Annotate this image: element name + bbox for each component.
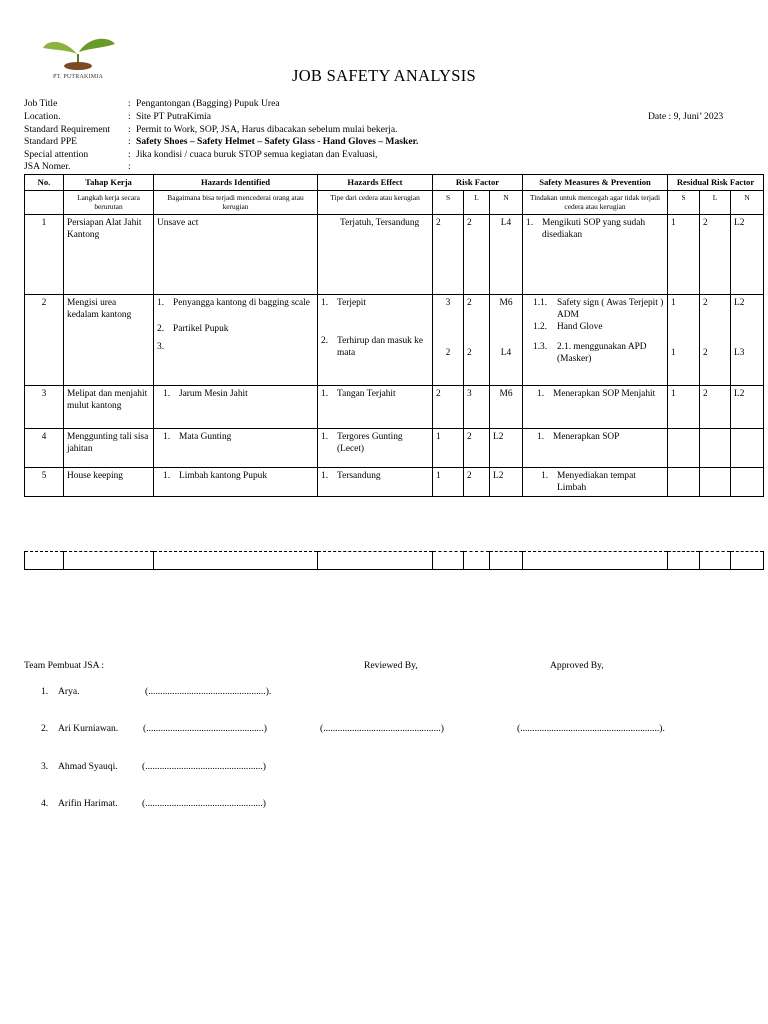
risk-s-value: 2	[445, 347, 451, 358]
risk-l-cell	[464, 294, 490, 385]
residual-n-value: L3	[734, 347, 745, 358]
header-label: Standard PPE	[24, 136, 78, 147]
item-number: 1.	[541, 470, 549, 481]
tahap-cell: House keeping	[64, 467, 154, 496]
subheader-hazards: Bagaimana bisa terjadi mencederai orang atau kerugian	[154, 190, 318, 214]
col-header-hazards: Hazards Identified	[154, 175, 318, 191]
blank-cell	[64, 552, 154, 570]
risk-l-cell: 3	[464, 385, 490, 428]
item-text: Jarum Mesin Jahit	[179, 388, 248, 399]
blank-cell	[464, 552, 490, 570]
header-label: Location.	[24, 111, 61, 122]
residual-s-value: 1	[671, 297, 676, 308]
header-jsa-nomer: JSA Nomer. :	[24, 161, 131, 172]
risk-n-cell: L2	[490, 467, 523, 496]
item-text: Terjepit	[337, 297, 367, 308]
residual-s-cell: 1	[668, 214, 700, 294]
tahap-cell: Mengisi urea kedalam kantong	[64, 294, 154, 385]
item-number: 1.	[321, 297, 329, 308]
header-label: Standard Requirement	[24, 124, 111, 135]
item-number: 1.	[163, 431, 171, 442]
item-text: Menyediakan tempat Limbah	[557, 470, 636, 493]
risk-s-cell	[433, 294, 464, 385]
logo-leaf-left	[43, 42, 77, 54]
subheader-residual-l: L	[700, 190, 731, 214]
col-header-residual: Residual Risk Factor	[668, 175, 764, 191]
item-number: 1.	[321, 470, 329, 481]
member-name: Ahmad Syauqi.	[58, 761, 118, 772]
blank-cell	[433, 552, 464, 570]
subheader-safety: Tindakan untuk mencegah agar tidak terjadi cedera atau kerugian	[523, 190, 668, 214]
logo-text: PT. PUTRAKIMIA	[52, 74, 104, 80]
hazard-cell	[154, 385, 318, 428]
risk-n-cell	[490, 294, 523, 385]
col-header-safety: Safety Measures & Prevention	[523, 175, 668, 191]
blank-cell	[490, 552, 523, 570]
residual-l-cell	[700, 467, 731, 496]
blank-cell	[523, 552, 668, 570]
item-text: Tergores Gunting (Lecet)	[337, 431, 403, 454]
document-date: Date : 9, Juni’ 2023	[648, 111, 724, 122]
col-header-effect: Hazards Effect	[318, 175, 433, 191]
residual-n-cell: L2	[731, 385, 764, 428]
safety-cell	[523, 294, 668, 385]
item-number: 1.1.	[533, 297, 548, 308]
table-subheader-row	[25, 190, 764, 214]
risk-s-cell: 2	[433, 385, 464, 428]
team-label: Team Pembuat JSA :	[24, 660, 105, 671]
subheader-n: N	[490, 190, 523, 214]
row-number: 3	[25, 385, 64, 428]
member-number: 2.	[41, 723, 49, 734]
col-header-tahap: Tahap Kerja	[64, 175, 154, 191]
item-number: 1.	[526, 217, 534, 228]
risk-s-cell: 1	[433, 428, 464, 467]
blank-cell	[700, 552, 731, 570]
table-row	[25, 385, 764, 428]
header-job-title: Job Title : Pengantongan (Bagging) Pupuk Urea	[24, 98, 280, 109]
effect-cell	[318, 385, 433, 428]
item-number: 1.	[321, 431, 329, 442]
approver-signature-line: (..........................................................).	[517, 723, 665, 734]
header-label: Job Title	[24, 98, 58, 109]
member-name: Arifin Harimat.	[58, 798, 118, 809]
safety-cell	[523, 428, 668, 467]
residual-s-cell: 1	[668, 385, 700, 428]
residual-n-value: L2	[734, 297, 745, 308]
residual-l-value: 2	[703, 347, 708, 358]
risk-l-value: 2	[467, 347, 472, 358]
item-number: 2.	[321, 335, 329, 346]
effect-cell	[318, 428, 433, 467]
member-name: Ari Kurniawan.	[58, 723, 119, 734]
subheader-s: S	[433, 190, 464, 214]
item-number: 1.	[321, 388, 329, 399]
risk-s-cell: 1	[433, 467, 464, 496]
tahap-cell: Menggunting tali sisa jahitan	[64, 428, 154, 467]
reviewer-signature-line: (.................................................)	[320, 723, 444, 734]
residual-n-cell	[731, 467, 764, 496]
logo-leaf-right	[79, 39, 115, 52]
subheader-tahap: Langkah kerja secara berurutan	[64, 190, 154, 214]
blank-cell	[25, 552, 64, 570]
risk-n-value: M6	[499, 297, 513, 308]
risk-n-value: L4	[500, 347, 512, 358]
residual-s-cell	[668, 428, 700, 467]
member-name: Arya.	[58, 686, 80, 697]
row-number: 4	[25, 428, 64, 467]
effect-cell	[318, 294, 433, 385]
blank-cell	[318, 552, 433, 570]
subheader-residual-s: S	[668, 190, 700, 214]
header-location: Location. : Site PT PutraKimia	[24, 111, 211, 122]
item-text: 2.1. menggunakan APD (Masker)	[557, 341, 647, 364]
table-row	[25, 214, 764, 294]
residual-l-value: 2	[703, 297, 708, 308]
member-signature-line: (.................................................)	[142, 798, 266, 809]
residual-n-cell: L2	[731, 214, 764, 294]
risk-s-cell: 2	[433, 214, 464, 294]
row-number: 1	[25, 214, 64, 294]
table-row	[25, 467, 764, 496]
member-number: 3.	[41, 761, 49, 772]
subheader-l: L	[464, 190, 490, 214]
risk-l-cell: 2	[464, 467, 490, 496]
residual-l-cell: 2	[700, 385, 731, 428]
item-number: 1.3.	[533, 341, 548, 352]
member-signature-line: (.................................................).	[145, 686, 272, 697]
hazard-cell	[154, 467, 318, 496]
tahap-cell: Melipat dan menjahit mulut kantong	[64, 385, 154, 428]
risk-n-cell: L2	[490, 428, 523, 467]
residual-n-cell	[731, 294, 764, 385]
residual-s-cell	[668, 467, 700, 496]
item-text: Penyangga kantong di bagging scale	[173, 297, 310, 308]
item-text: Mata Gunting	[179, 431, 232, 442]
risk-l-cell: 2	[464, 428, 490, 467]
header-standard-ppe: Standard PPE : Safety Shoes – Safety Helmet – Safety Glass - Hand Gloves – Masker.	[24, 136, 419, 147]
header-value: Pengantongan (Bagging) Pupuk Urea	[136, 98, 280, 109]
member-signature-line: (.................................................)	[142, 761, 266, 772]
residual-l-cell: 2	[700, 214, 731, 294]
jsa-table	[24, 174, 764, 497]
hazard-cell	[154, 428, 318, 467]
safety-cell	[523, 467, 668, 496]
item-text: Partikel Pupuk	[173, 323, 229, 334]
header-value: Permit to Work, SOP, JSA, Harus dibacakan sebelum mulai bekerja.	[136, 124, 398, 135]
header-label: JSA Nomer.	[24, 161, 71, 172]
subheader-residual-n: N	[731, 190, 764, 214]
blank-cell	[731, 552, 764, 570]
residual-s-value: 1	[671, 347, 676, 358]
item-number: 1.	[157, 297, 165, 308]
risk-n-cell: L4	[490, 214, 523, 294]
effect-cell	[318, 467, 433, 496]
hazard-cell: Unsave act	[154, 214, 318, 294]
risk-s-value: 3	[445, 297, 451, 308]
header-value: Jika kondisi / cuaca buruk STOP semua kegiatan dan Evaluasi,	[136, 149, 378, 160]
item-number: 1.	[163, 470, 171, 481]
item-text: Hand Glove	[557, 321, 603, 332]
item-number: 1.	[537, 431, 545, 442]
table-header-row	[25, 175, 764, 191]
table-row	[25, 428, 764, 467]
item-number: 2.	[157, 323, 165, 334]
item-text: Terhirup dan masuk ke mata	[337, 335, 424, 358]
blank-table-row	[24, 551, 764, 570]
residual-n-cell	[731, 428, 764, 467]
header-label: Special attention	[24, 149, 89, 160]
safety-cell	[523, 385, 668, 428]
header-special-attention: Special attention : Jika kondisi / cuaca buruk STOP semua kegiatan dan Evaluasi,	[24, 149, 378, 160]
subheader-no	[25, 190, 64, 214]
approved-label: Approved By,	[550, 660, 604, 671]
item-text: Tersandung	[337, 470, 381, 481]
subheader-effect: Tipe dari cedera atau kerugian	[318, 190, 433, 214]
item-text: Tangan Terjahit	[337, 388, 396, 399]
row-number: 5	[25, 467, 64, 496]
reviewed-label: Reviewed By,	[364, 660, 418, 671]
table-row	[25, 294, 764, 385]
residual-l-cell	[700, 294, 731, 385]
member-number: 4.	[41, 798, 49, 809]
item-text: Menerapkan SOP Menjahit	[553, 388, 656, 399]
col-header-no: No.	[25, 175, 64, 191]
item-text: Mengikuti SOP yang sudah disediakan	[542, 217, 646, 240]
header-value: Safety Shoes – Safety Helmet – Safety Glass - Hand Gloves – Masker.	[136, 136, 419, 147]
item-number: 1.2.	[533, 321, 548, 332]
tahap-cell: Persiapan Alat Jahit Kantong	[64, 214, 154, 294]
risk-l-value: 2	[467, 297, 472, 308]
risk-n-cell: M6	[490, 385, 523, 428]
hazard-cell	[154, 294, 318, 385]
safety-cell	[523, 214, 668, 294]
item-text: Safety sign ( Awas Terjepit ) ADM	[557, 297, 664, 320]
blank-cell	[668, 552, 700, 570]
residual-s-cell	[668, 294, 700, 385]
header-standard-requirement: Standard Requirement : Permit to Work, SOP, JSA, Harus dibacakan sebelum mulai bekerja.	[24, 124, 398, 135]
item-text: Limbah kantong Pupuk	[179, 470, 268, 481]
residual-l-cell	[700, 428, 731, 467]
item-text: Menerapkan SOP	[553, 431, 620, 442]
member-number: 1.	[41, 686, 49, 697]
document-title: JOB SAFETY ANALYSIS	[291, 66, 477, 85]
effect-cell: Terjatuh, Tersandung	[318, 214, 433, 294]
risk-l-cell: 2	[464, 214, 490, 294]
member-signature-line: (.................................................)	[143, 723, 267, 734]
item-number: 3.	[157, 341, 165, 352]
col-header-risk: Risk Factor	[433, 175, 523, 191]
blank-cell	[154, 552, 318, 570]
item-number: 1.	[163, 388, 171, 399]
row-number: 2	[25, 294, 64, 385]
header-value: Site PT PutraKimia	[136, 111, 211, 122]
item-number: 1.	[537, 388, 545, 399]
